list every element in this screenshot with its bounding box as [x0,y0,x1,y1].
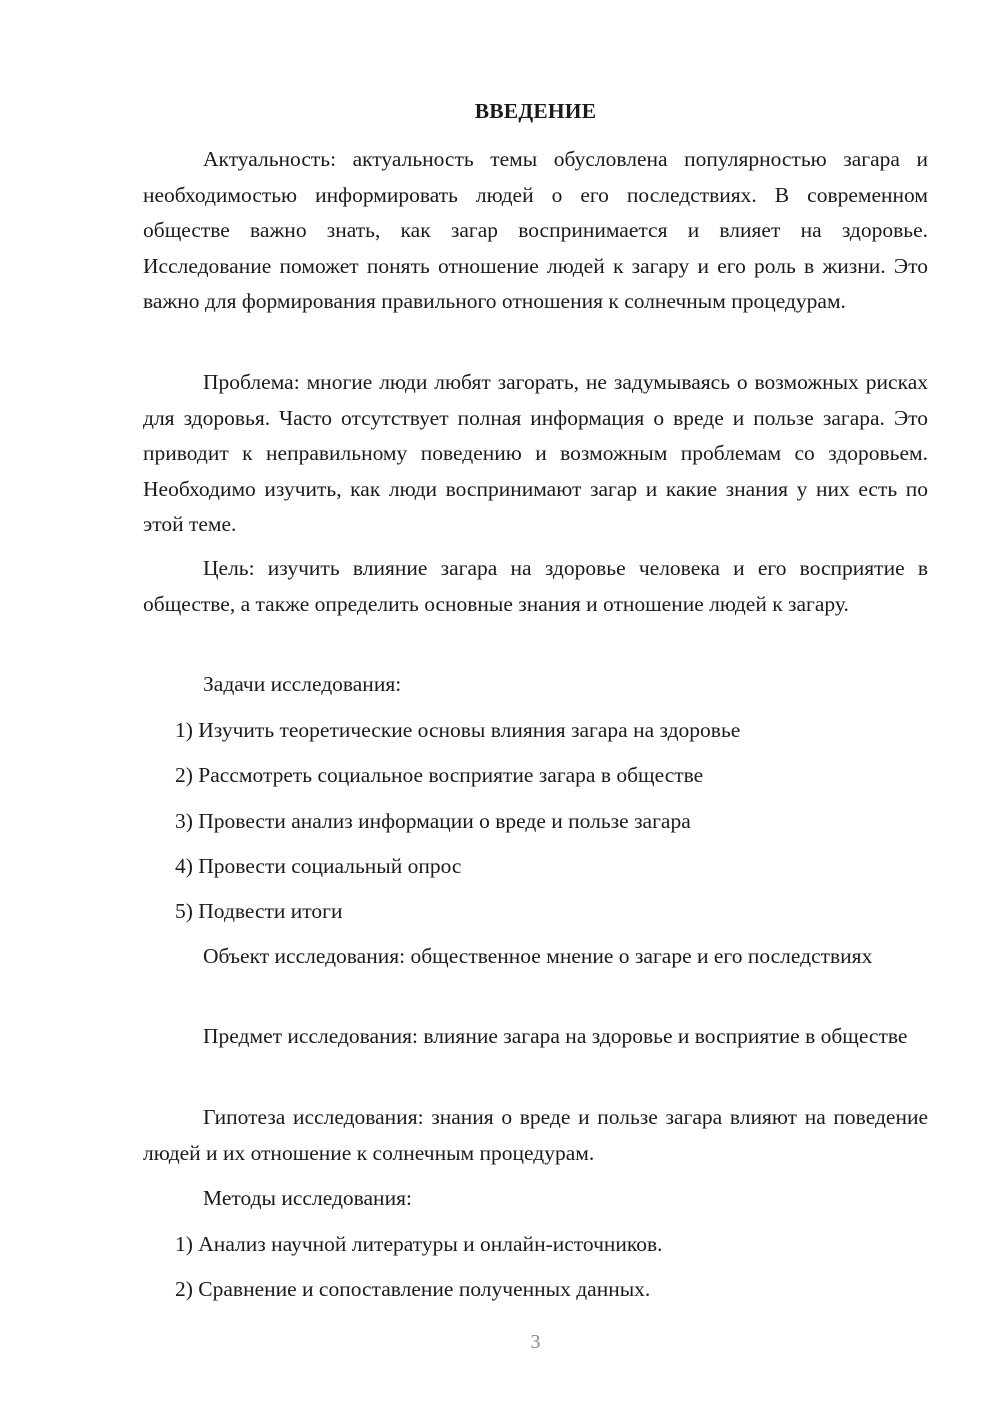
task-item: 3) Провести анализ информации о вреде и пользе загара [175,809,691,833]
goal-paragraph: Цель: изучить влияние загара на здоровье человека и его восприятие в обществе, а также определить основные знания и отношение людей к загару. [143,556,928,616]
page-title: ВВЕДЕНИЕ [474,99,597,123]
subject-paragraph: Предмет исследования: влияние загара на здоровье и восприятие в обществе [203,1024,908,1048]
hypothesis-paragraph: Гипотеза исследования: знания о вреде и пользе загара влияют на поведение людей и их отношение к солнечным процедурам. [143,1105,928,1165]
document-page [143,0,928,1414]
tasks-heading: Задачи исследования: [203,672,402,696]
relevance-paragraph: Актуальность: актуальность темы обусловлена популярностью загара и необходимостью информировать людей о его последствиях. В современном обществе важно знать, как загар воспринимается и влияет на здоровье. Исследование поможет понять отношение людей к загару и его роль в жизни. Это важно для формирования правильного отношения к солнечным процедурам. [143,147,928,313]
methods-heading: Методы исследования: [203,1186,412,1210]
page-number: 3 [530,1331,541,1353]
method-item: 2) Сравнение и сопоставление полученных данных. [175,1277,651,1301]
task-item: 2) Рассмотреть социальное восприятие загара в обществе [175,763,704,787]
object-paragraph: Объект исследования: общественное мнение о загаре и его последствиях [203,944,873,968]
task-item: 4) Провести социальный опрос [175,854,462,878]
task-item: 1) Изучить теоретические основы влияния загара на здоровье [175,718,741,742]
task-item: 5) Подвести итоги [175,899,343,923]
method-item: 1) Анализ научной литературы и онлайн-источников. [175,1232,663,1256]
problem-paragraph: Проблема: многие люди любят загорать, не задумываясь о возможных рисках для здоровья. Часто отсутствует полная информация о вреде и пользе загара. Это приводит к неправильному поведению и возможным проблемам со здоровьем. Необходимо изучить, как люди воспринимают загар и какие знания у них есть по этой теме. [143,370,928,536]
